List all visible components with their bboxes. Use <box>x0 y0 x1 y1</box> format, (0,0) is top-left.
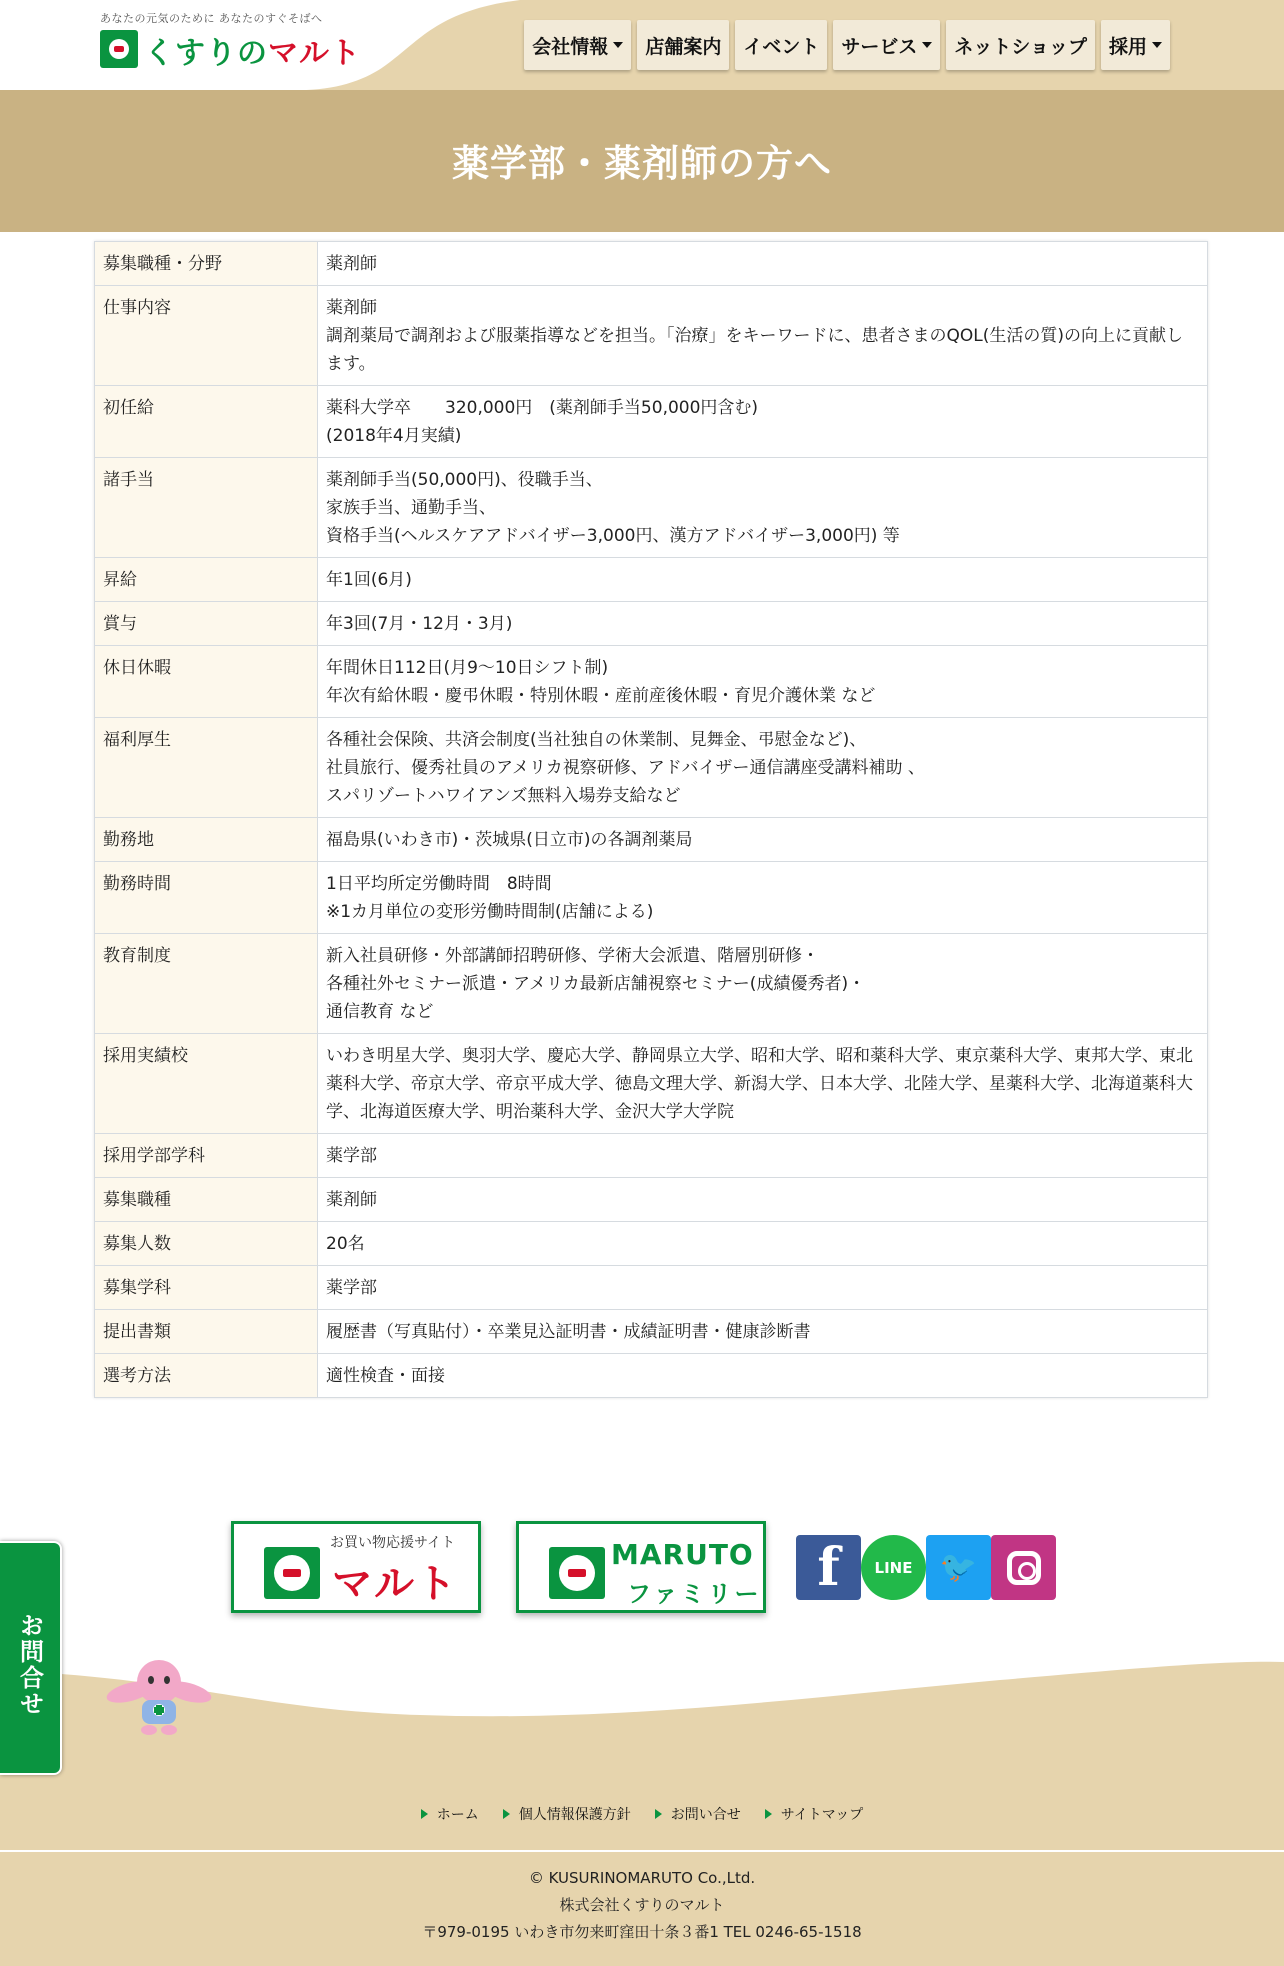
banner-subtitle: ファミリー <box>627 1580 762 1608</box>
nav-label: 採用 <box>1108 35 1147 58</box>
row-value: 各種社会保険、共済会制度(当社独自の休業制、見舞金、弔慰金など)、 社員旅行、優秀社員のアメリカ視察研修、アドバイザー通信講座受講料補助 、 スパリゾートハワイアンズ無料入場券支給など <box>318 718 1208 818</box>
site-logo[interactable] <box>100 10 360 70</box>
footer-link-sitemap[interactable] <box>765 1804 863 1824</box>
logo-maruto: マルト <box>268 36 361 71</box>
row-value: 適性検査・面接 <box>318 1354 1208 1398</box>
facebook-glyph: f <box>817 1537 840 1598</box>
twitter-icon[interactable] <box>926 1535 991 1600</box>
row-label: 賞与 <box>95 602 318 646</box>
nav-recruit[interactable] <box>1101 20 1170 70</box>
row-label: 採用学部学科 <box>95 1134 318 1178</box>
footer-link-label: サイトマップ <box>780 1807 864 1823</box>
line-icon[interactable] <box>861 1535 926 1600</box>
table-row <box>95 558 1208 602</box>
row-label: 仕事内容 <box>95 286 318 386</box>
footer-link-contact[interactable] <box>655 1804 741 1824</box>
title-band <box>0 90 1284 232</box>
footer-link-privacy[interactable] <box>503 1804 631 1824</box>
footer-info <box>0 1852 1284 1966</box>
nav-label: 店舗案内 <box>645 35 722 58</box>
table-row <box>95 1354 1208 1398</box>
row-label: 募集学科 <box>95 1266 318 1310</box>
row-label: 募集人数 <box>95 1222 318 1266</box>
banner-title: MARUTO <box>611 1538 754 1571</box>
row-value: 薬剤師 <box>318 242 1208 286</box>
nav-label: イベント <box>743 35 820 58</box>
company-address: 〒979-0195 いわき市勿来町窪田十条３番1 TEL 0246-65-1518 <box>422 1923 862 1941</box>
chevron-down-icon <box>922 42 932 48</box>
row-value: 20名 <box>318 1222 1208 1266</box>
site-header <box>0 0 1284 90</box>
maruto-cross-icon <box>264 1547 320 1599</box>
row-value: 新入社員研修・外部講師招聘研修、学術大会派遣、階層別研修・ 各種社外セミナー派遣・アメリカ最新店舗視察セミナー(成績優秀者)・ 通信教育 など <box>318 934 1208 1034</box>
row-label: 募集職種・分野 <box>95 242 318 286</box>
row-value: 年1回(6月) <box>318 558 1208 602</box>
banner-title: マルト <box>332 1561 458 1607</box>
maruto-family-banner[interactable] <box>516 1521 766 1613</box>
row-label: 休日休暇 <box>95 646 318 718</box>
footer-link-label: 個人情報保護方針 <box>518 1807 631 1823</box>
table-row <box>95 1178 1208 1222</box>
table-row <box>95 646 1208 718</box>
chevron-down-icon <box>613 42 623 48</box>
row-value: 薬学部 <box>318 1266 1208 1310</box>
table-row <box>95 458 1208 558</box>
row-value: 薬剤師 調剤薬局で調剤および服薬指導などを担当。「治療」をキーワードに、患者さまのQOL(生活の質)の向上に貢献します。 <box>318 286 1208 386</box>
table-row <box>95 862 1208 934</box>
table-row <box>95 1134 1208 1178</box>
table-row <box>95 934 1208 1034</box>
triangle-right-icon <box>765 1809 772 1819</box>
triangle-right-icon <box>421 1809 428 1819</box>
nav-label: 会社情報 <box>532 35 609 58</box>
row-value: 薬剤師手当(50,000円)、役職手当、 家族手当、通勤手当、 資格手当(ヘルスケアアドバイザー3,000円、漢方アドバイザー3,000円) 等 <box>318 458 1208 558</box>
row-value: 福島県(いわき市)・茨城県(日立市)の各調剤薬局 <box>318 818 1208 862</box>
nav-stores[interactable] <box>637 20 729 70</box>
logo-kusuri: くすりの <box>144 36 268 71</box>
contact-tab-label: お問合せ <box>15 1613 44 1717</box>
row-value: 1日平均所定労働時間 8時間 ※1カ月単位の変形労働時間制(店舗による) <box>318 862 1208 934</box>
triangle-right-icon <box>655 1809 662 1819</box>
footer-link-label: お問い合せ <box>670 1807 741 1823</box>
table-row <box>95 1266 1208 1310</box>
copyright: © KUSURINOMARUTO Co.,Ltd. <box>528 1869 756 1887</box>
table-row <box>95 242 1208 286</box>
table-row <box>95 818 1208 862</box>
maruto-shopping-banner[interactable] <box>231 1521 481 1613</box>
table-row <box>95 602 1208 646</box>
nav-label: サービス <box>841 35 918 58</box>
row-label: 諸手当 <box>95 458 318 558</box>
twitter-glyph: 🐦 <box>939 1550 978 1585</box>
row-label: 教育制度 <box>95 934 318 1034</box>
contact-side-tab[interactable] <box>0 1541 62 1775</box>
nav-netshop[interactable] <box>946 20 1095 70</box>
row-value: いわき明星大学、奥羽大学、慶応大学、静岡県立大学、昭和大学、昭和薬科大学、東京薬科大学、東邦大学、東北薬科大学、帝京大学、帝京平成大学、徳島文理大学、新潟大学、日本大学、北陸大学、星薬科大学、北海道薬科大学、北海道医療大学、明治薬科大学、金沢大学大学院 <box>318 1034 1208 1134</box>
maruto-cross-icon <box>100 30 138 68</box>
nav-events[interactable] <box>735 20 827 70</box>
row-label: 福利厚生 <box>95 718 318 818</box>
recruitment-table <box>94 241 1208 1398</box>
table-row <box>95 386 1208 458</box>
instagram-icon[interactable] <box>991 1535 1056 1600</box>
triangle-right-icon <box>503 1809 510 1819</box>
row-label: 募集職種 <box>95 1178 318 1222</box>
chevron-down-icon <box>1152 42 1162 48</box>
banner-subtitle: お買い物応援サイト <box>330 1535 456 1551</box>
table-row <box>95 1310 1208 1354</box>
logo-text <box>144 28 361 72</box>
row-value: 年3回(7月・12月・3月) <box>318 602 1208 646</box>
main-nav <box>524 20 1170 70</box>
row-label: 選考方法 <box>95 1354 318 1398</box>
table-row <box>95 286 1208 386</box>
row-value: 履歴書（写真貼付）・卒業見込証明書・成績証明書・健康診断書 <box>318 1310 1208 1354</box>
page-title: 薬学部・薬剤師の方へ <box>452 142 832 185</box>
row-label: 昇給 <box>95 558 318 602</box>
instagram-camera-icon <box>1007 1551 1041 1585</box>
table-row <box>95 718 1208 818</box>
row-value: 薬剤師 <box>318 1178 1208 1222</box>
row-label: 勤務時間 <box>95 862 318 934</box>
nav-services[interactable] <box>833 20 940 70</box>
row-label: 採用実績校 <box>95 1034 318 1134</box>
company-name: 株式会社くすりのマルト <box>559 1896 725 1914</box>
maruto-cross-icon <box>549 1547 605 1599</box>
nav-company[interactable] <box>524 20 631 70</box>
row-value: 薬学部 <box>318 1134 1208 1178</box>
table-row <box>95 1222 1208 1266</box>
row-label: 勤務地 <box>95 818 318 862</box>
footer-link-label: ホーム <box>436 1807 479 1823</box>
footer-link-home[interactable] <box>421 1804 479 1824</box>
logo-tagline: あなたの元気のために あなたのすぐそばへ <box>100 12 323 25</box>
nav-label: ネットショップ <box>954 35 1087 58</box>
row-value: 薬科大学卒 320,000円 (薬剤師手当50,000円含む) (2018年4月実績) <box>318 386 1208 458</box>
row-label: 提出書類 <box>95 1310 318 1354</box>
footer-nav <box>0 1804 1284 1824</box>
table-row <box>95 1034 1208 1134</box>
line-label: LINE <box>874 1558 913 1577</box>
facebook-icon[interactable] <box>796 1535 861 1600</box>
row-label: 初任給 <box>95 386 318 458</box>
row-value: 年間休日112日(月9～10日シフト制) 年次有給休暇・慶弔休暇・特別休暇・産前産後休暇・育児介護休業 など <box>318 646 1208 718</box>
mascot-character <box>104 1654 214 1738</box>
